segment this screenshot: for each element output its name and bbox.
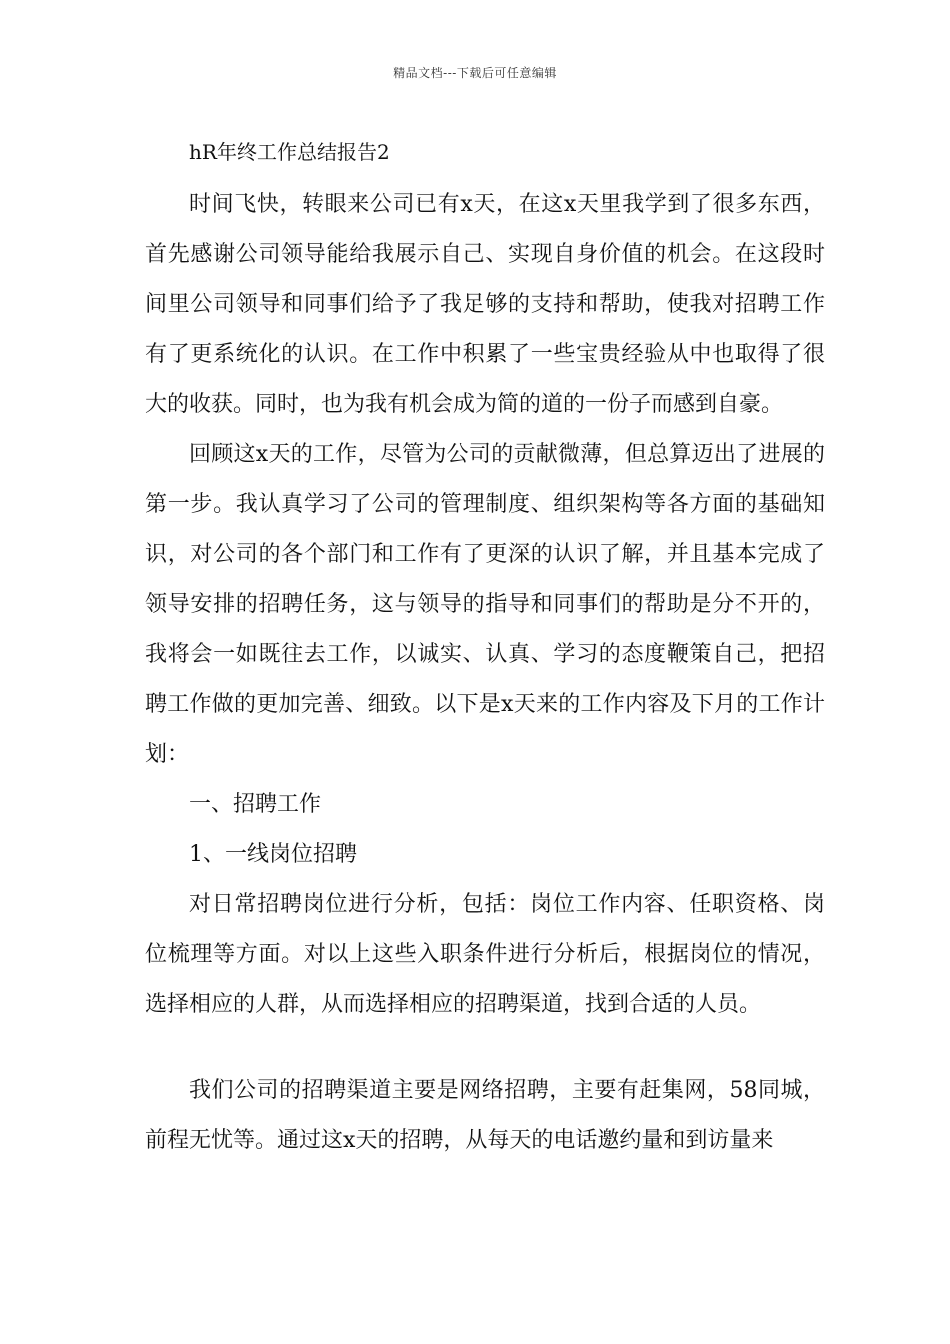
section-heading-recruitment: 一、招聘工作 xyxy=(189,792,322,817)
paragraph-analysis: 对日常招聘岗位进行分析，包括：岗位工作内容、任职资格、岗位梳理等方面。对以上这些入职条件进行分析后，根据岗位的情况，选择相应的人群，从而选择相应的招聘渠道，找到合适的人员。 xyxy=(145,892,825,1017)
document-body xyxy=(145,134,825,1166)
paragraph-review: 回顾这x天的工作，尽管为公司的贡献微薄，但总算迈出了进展的第一步。我认真学习了公司的管理制度、组织架构等各方面的基础知识，对公司的各个部门和工作有了更深的认识了解，并且基本完成了领导安排的招聘任务，这与领导的指导和同事们的帮助是分不开的，我将会一如既往去工作，以诚实、认真、学习的态度鞭策自己，把招聘工作做的更加完善、细致。以下是x天来的工作内容及下月的工作计划： xyxy=(145,442,825,767)
page-header: 精品文档---下载后可任意编辑 xyxy=(393,66,557,80)
paragraph-intro: 时间飞快，转眼来公司已有x天，在这x天里我学到了很多东西，首先感谢公司领导能给我展示自己、实现自身价值的机会。在这段时间里公司领导和同事们给予了我足够的支持和帮助，使我对招聘工作有了更系统化的认识。在工作中积累了一些宝贵经验从中也取得了很大的收获。同时，也为我有机会成为简的道的一份子而感到自豪。 xyxy=(145,192,825,417)
document-title: hR年终工作总结报告2 xyxy=(189,140,390,164)
subsection-heading-frontline: 1、一线岗位招聘 xyxy=(189,842,357,867)
paragraph-spacer xyxy=(145,1030,825,1066)
paragraph-channels: 我们公司的招聘渠道主要是网络招聘，主要有赶集网，58同城，前程无忧等。通过这x天的招聘，从每天的电话邀约量和到访量来 xyxy=(145,1078,825,1153)
